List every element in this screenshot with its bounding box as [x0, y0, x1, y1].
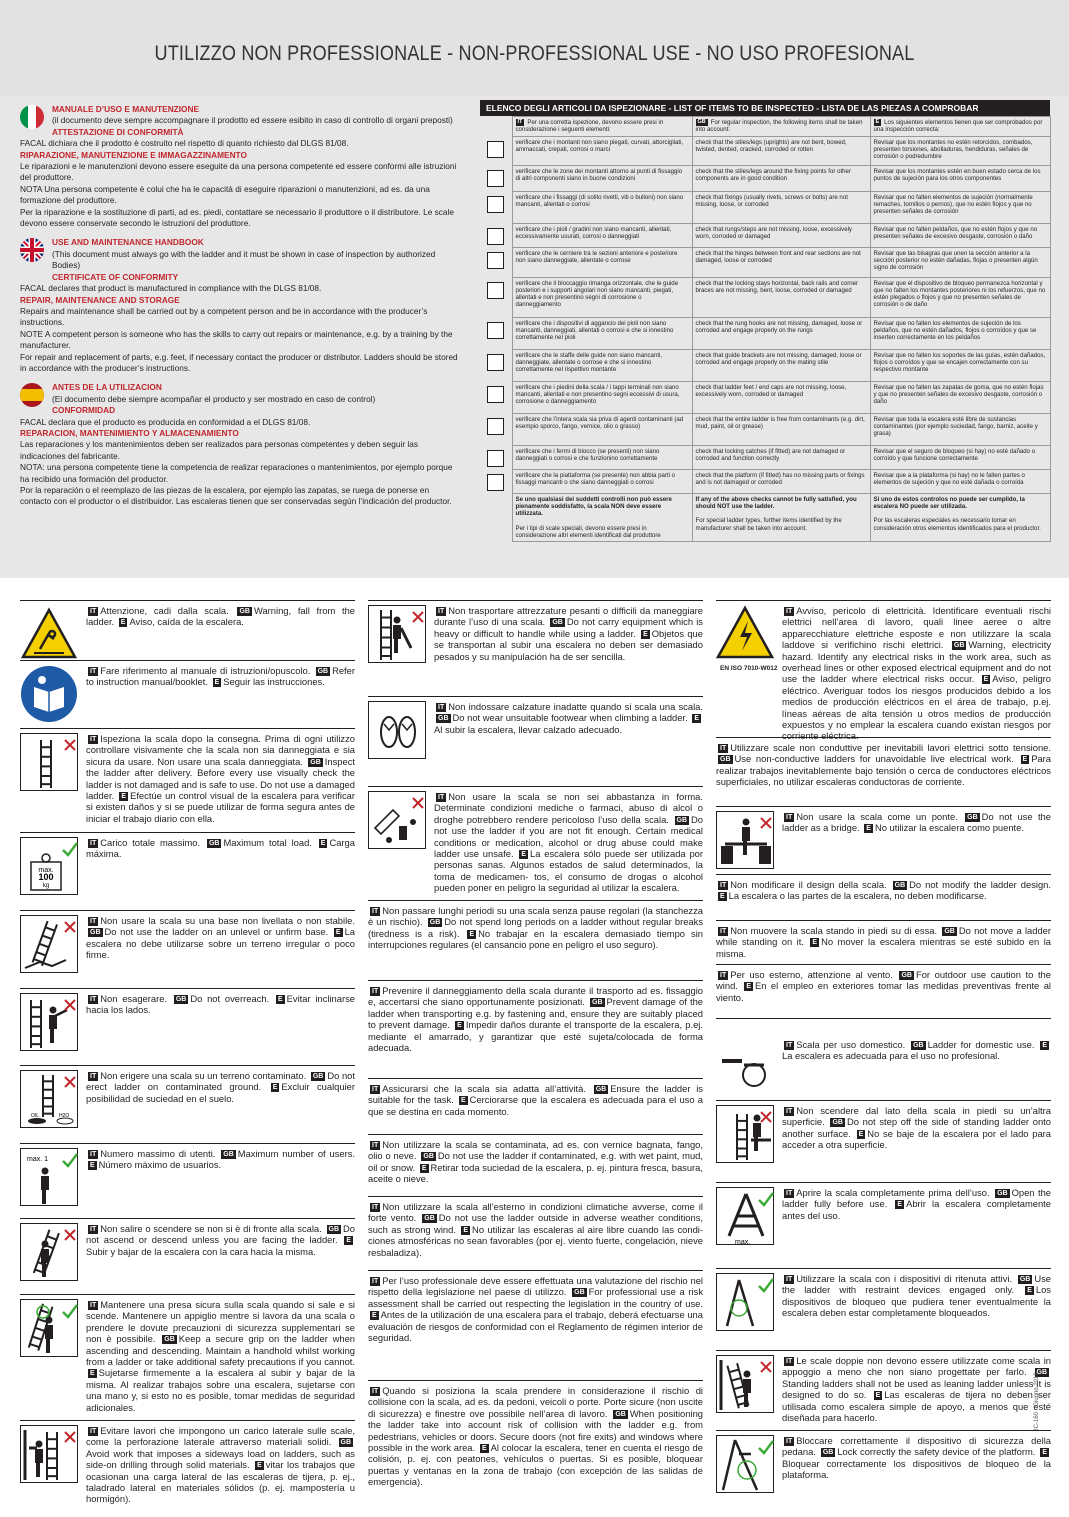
check-gb: check that the entire ladder is free from contaminants (e.g. dirt, mud, paint, oil or grease): [692, 413, 870, 445]
item-text: IT Fare riferimento al manuale di istruzioni/opuscolo. GB Refer to instruction manual/booklet. E Seguir las instrucciones.: [86, 665, 355, 688]
document-code: IC-160 - Giugno 2019: [1034, 1372, 1040, 1430]
pictogram-item: [716, 1430, 1051, 1481]
pictogram-item: [368, 1196, 704, 1258]
text-es: Al colocar la escalera, tener en cuenta el riesgo de colisión, p. ej. con peatones, vehículos o puertas. Si es posible, bloquear puertas y ventanas en la zona de trabajo (con excepción de las salidas de emergencia).: [368, 1442, 703, 1488]
text-it: Non scendere dal lato della scala in piedi su un’altra superficie.: [782, 1105, 1051, 1128]
max-load-icon: [20, 837, 78, 895]
check-gb: check that locking catches (if fitted) are not damaged or corroded and function correctly: [692, 445, 870, 469]
overreach-icon: [20, 993, 78, 1051]
text-es: Excluir cualquier posibilidad de suciedad en el suelo.: [86, 1081, 356, 1104]
repair-text: Le riparazioni e le manutenzioni devono essere eseguite da una persona competente ed essere conformi alle istruzioni del produttore.: [20, 161, 457, 183]
text-it: Fare riferimento al manuale di istruzioni/opuscolo.: [100, 665, 311, 676]
text-it: Non erigere una scala su un terreno contaminato.: [100, 1070, 307, 1081]
pictogram-item: [20, 1143, 356, 1171]
pictogram-item: [20, 1420, 355, 1505]
uk-flag: [20, 238, 44, 262]
pictogram-item: [368, 600, 703, 662]
item-text: IT Non modificare il design della scala. GB Do not modify the ladder design. E La escalera o las partes de la escalera, no deben modificarse.: [720, 879, 1052, 902]
inspection-row: [480, 413, 1050, 445]
text-it: Prevenire il danneggiamento della scala durante il trasporto ad es. fissaggio e, accertarsi che siano opportunamente posizionati.: [368, 985, 703, 1008]
item-text: IT Non usare la scala su una base non livellata o non stabile. GB Do not use the ladder on an unlevel or unfirm base. E La escalera no debe utilizarse sobre un terreno irregular o poco firme.: [86, 915, 356, 961]
inspection-checkbox[interactable]: [487, 170, 504, 187]
text-gb: Do not move a ladder while standing on it.: [716, 925, 1052, 948]
text-it: Evitare lavori che impongono un carico laterale sulle scale, come la perforazione laterale attraverso materiali solidi.: [86, 1425, 355, 1448]
text-es: Abrir la escalera completamente antes del uso.: [782, 1198, 1051, 1221]
text-es: Retirar toda suciedad de la escalera, p. ej. pintura fresca, basura, aceite o nieve.: [368, 1161, 704, 1185]
check-it: verificare che i dispositivi di aggancio dei pioli non siano mancanti, danneggiati, allentati o corrosi e che si innestino correttamente nel pioli: [512, 317, 692, 349]
text-it: Quando si posiziona la scala prendere in considerazione il rischio di collisione con la scala, ad es. da pedoni, veicoli o porte. Porte sicure (non uscite di sicurezza) e finestre ove possibile nell’area di lavoro.: [368, 1385, 703, 1419]
footer-es: Si uno de estos controlos no puede ser cumplido, la escalera NO puede ser utilizada. Por las escaleras especiales es necessario tomar en consideración otros elementos identificados para el productor.: [870, 493, 1050, 542]
item-text: IT Utilizzare scale non conduttive per inevitabili lavori elettrici sotto tensione. GB Use non-conductive ladders for unavoidable live electrical work. E Para realizar trabajos inevitablemente bajo tensión o cerca de conductores eléctricos superficiales, no utilizar escaleras conductoras de corriente.: [716, 742, 1052, 788]
repair-text: Las reparaciones y los mantenimientos deben ser realizados para personas competentes y deben seguir las indicaciones del fabricante.: [20, 439, 419, 461]
inspection-title: ELENCO DEGLI ARTICOLI DA ISPEZIONARE - LIST OF ITEMS TO BE INSPECTED - LISTA DE LAS PIEZAS A COMPROBAR: [480, 100, 1050, 116]
check-es: Revisar que los montantes estén en buen estado cerca de los puntos de sujeción para los otros componentes: [870, 165, 1050, 191]
text-gb: Do not use the ladder as a bridge.: [782, 811, 1051, 834]
pictogram-item: [716, 806, 1051, 834]
check-it: verificare che le cerniere tra le sezioni anteriore e posteriore non siano danneggiate, allentate o corrose: [512, 247, 692, 277]
text-gb: Maximum number of users.: [237, 1148, 356, 1159]
item-text: IT Non esagerare. GB Do not overreach. E Evitar inclinarse hacia los lados.: [86, 993, 356, 1016]
inspection-checkbox[interactable]: [487, 228, 504, 245]
item-text: IT Non indossare calzature inadatte quando si scala una scala. GB Do not wear unsuitable footwear when climbing a ladder. EAl subir la escalera, llevar calzado adecuado.: [434, 701, 703, 735]
item-text: IT Bloccare correttamente il dispositivo di sicurezza della pedana. GB Lock correctly the safety device of the platform. EBloquear correctamente los dispositivos de bloqueo de la plataforma.: [782, 1435, 1051, 1481]
check-it: verificare che i montanti non siano piegati, curvati, attorcigliati, ammaccati, crepati, corrosi o marci: [512, 136, 692, 165]
repair-title: REPARACION, MANTENIMIENTO Y ALMACENAMIENTO: [20, 427, 239, 438]
iso-label: EN ISO 7010-W012: [720, 665, 778, 672]
text-it: Scala per uso domestico.: [796, 1039, 906, 1050]
text-gb: Use non-conductive ladders for unavoidable live electrical work.: [734, 753, 1014, 765]
text-es: Para realizar trabajos inevitablemente bajo tensión o cerca de conductores eléctricos superficiales, no utilizar escaleras conductoras de corriente.: [716, 753, 1052, 788]
text-gb: Ensure the ladder is suitable for the task.: [368, 1083, 703, 1106]
text-es: Antes de la utilización de una escalera para el trabajo, deberá efectuarse una evaluación de riesgos de conformidad con el Reglamento de régimen interior de seguridad.: [368, 1309, 703, 1344]
text-it: Non esagerare.: [100, 993, 168, 1004]
text-es: No trabajar en la escalera demasiado tiempo sin interrupciones regulares (el cansancio pone en peligro el uso seguro).: [368, 927, 703, 951]
text-es: Al subir la escalera, llevar calzado adecuado.: [434, 723, 623, 735]
handbook-text: [20, 104, 460, 508]
text-es: Número máximo de usuarios.: [98, 1159, 222, 1171]
text-it: Non modificare il design della scala.: [730, 879, 887, 890]
item-text: IT Prevenire il danneggiamento della scala durante il trasporto ad es. fissaggio e, accertarsi che siano opportunamente posizionati. GB Prevent damage of the ladder when transporting e.g. by fastening and, ensure they are suitably placed to prevent damage. E Impedir daños durante el transporte de la escalera, p.ej. mediante el amarrado, y garantizar que esté sujeta/colocada de forma adecuada.: [368, 985, 703, 1054]
text-es: Carga máxima.: [86, 837, 355, 860]
inspection-table: [480, 100, 1050, 542]
pictogram-item: [368, 786, 704, 894]
footer-gb: If any of the above checks cannot be fully satisfied, you should NOT use the ladder. For special ladder types, further items identified by the manufacturer shall be taken into account.: [692, 493, 870, 542]
conformity-text: FACAL declares that product is manufactured in compliance with the DLGS 81/08.: [20, 283, 322, 294]
repair-note: NOTE A competent person is someone who has the skills to carry out repairs or maintenance, e.g. by a training by the manufacturer.: [20, 328, 453, 351]
text-es: Las escaleras de tijera no deben ser utilisada como escalera simple de apoyo, a menos que esté diseñada para hacerlo.: [782, 1389, 1052, 1424]
max-users-icon: [20, 1148, 78, 1206]
check-it: verificare che i piedini della scala / i tappi terminali non siano mancanti, allentati e non presentino segni eccessivi di usura, corrosione o danneggiamento: [512, 381, 692, 413]
text-es: Sujetarse firmemente a la escalera al subir y bajar de la misma. Al realizar trabajos sobre una escalera, sujetarse con una mano y, si esto no es posible, tomar medidas de seguridad adicionales.: [86, 1367, 355, 1413]
text-gb: Refer to instruction manual/booklet.: [86, 665, 355, 688]
check-it: verificare che i fissaggi (di solito rivetti, viti o bulloni) non siano mancanti, allentati o corrosi: [512, 191, 692, 223]
pictogram-item: [368, 980, 703, 1054]
text-gb: Inspect the ladder after delivery. Before every use visually check the ladder is not damaged and is safe to use. Do not use a damaged ladder.: [86, 755, 355, 802]
inspection-checkbox[interactable]: [487, 474, 504, 491]
text-gb: Lock correctly the safety device of the platform.: [837, 1446, 1036, 1458]
pictogram-item: [20, 600, 355, 628]
text-it: Attenzione, cadi dalla scala.: [100, 605, 229, 616]
repair-parts: Por la reparación o el reemplazo de las piezas de la escalera, por ejemplo las zapatas, se ruega de ponerse en contacto con el productor o el distribuidor. Las escaleras tienen que ser conservadas según l’indicación del productor.: [20, 485, 452, 507]
inspection-row: [480, 349, 1050, 381]
text-gb: Do not use the ladder outside in adverse weather conditions, such as strong wind.: [368, 1212, 703, 1235]
check-es: Revisar que toda la escalera esté libre de sustancias contaminantes (por ejemplo suciedad, fango, barniz, aceite y grasa): [870, 413, 1050, 445]
item-text: IT Evitare lavori che impongono un carico laterale sulle scale, come la perforazione laterale attraverso materiali solidi. GBAvoid work that imposes a sideways load on ladders, such as side-on drilling through solid materials. E vitar los trabajos que ocasionan una carga lateral de las escaleras de tijera, p. ej., taladrado lateral en materiales sólidos (p. ej. mampostería u hormigón).: [86, 1425, 355, 1505]
section-title: ANTES DE LA UTILIZACION: [52, 382, 162, 393]
spain-flag: [20, 383, 44, 407]
section-note: (This document must always go with the ladder and it must be shown in case of inspection by authorized Bodies): [52, 248, 436, 271]
text-gb: Standing ladders shall not be used as leaning ladder unless it is designed to do so.: [782, 1377, 1051, 1401]
text-it: Non trasportare attrezzature pesanti o difficili da maneggiare durante l’uso di una scala.: [434, 605, 703, 628]
text-it: Per uso esterno, attenzione al vento.: [730, 969, 893, 980]
text-gb: Do not erect ladder on contaminated ground.: [86, 1070, 355, 1093]
svg-text:100: 100: [38, 872, 54, 882]
header-es: E Los siguientes elementos tienen que ser comprobados por una inspección correcta:: [870, 117, 1050, 137]
repair-note: NOTA Una persona competente è colui che ha le capacità di eseguire riparazioni o manutenzioni, ad es. da una formazione del produttore.: [20, 183, 430, 206]
footwear-icon: [368, 701, 426, 759]
text-gb: Do not carry equipment which is heavy or difficult to handle while using a ladder.: [434, 616, 703, 639]
pictogram-item: [716, 737, 1052, 788]
check-it: verificare che le staffe delle guide non siano mancanti, danneggiate, allentate o corrose e che si innestino correttamente nel rispettivo montante: [512, 349, 692, 381]
pictogram-item: [716, 874, 1052, 902]
pictogram-item: [716, 920, 1052, 959]
svg-text:max. 1: max. 1: [27, 1156, 49, 1163]
item-text: IT Avviso, pericolo di elettricità. Identificare eventuali rischi elettrici nell’area di lavoro, quali linee aeree o altre apparecchiature elettriche esposte e non utilizzare la scala laddove si verifichino rischi elettrici. GB Warning, electricity hazard. Identify any electrical risks in the work area, such as overhead lines or other exposed electrical equipment and do not use the ladder where electrical risks occur. E Aviso, peligro eléctrico. Averiguar todos los riesgos producidos debido a los medios de producción eléctricos en el área de trabajo, p.ej. líneas aéreas de alta tensión u otros medios de producción expuestos y no emplear la escalera cuando existan riesgos por corriente eléctrica.: [782, 605, 1052, 742]
text-it: Non usare la scala su una base non livellata o non stabile.: [100, 915, 355, 926]
text-it: Avviso, pericolo di elettricità. Identificare eventuali rischi elettrici nell’area di lavoro, quali linee aeree o altre apparecchiature elettriche esposte e non utilizzare la scala laddove si verifichino rischi elettrici.: [782, 605, 1051, 651]
conformity-title: CONFORMIDAD: [52, 405, 116, 416]
text-es: En el empleo en exteriores tomar las medidas preventivas frente al viento.: [716, 980, 1051, 1003]
text-it: Non usare la scala se non sei abbastanza in forma. Determinate condizioni mediche o farmaci, abuso di alcol o droghe potrebbero rendere pericoloso l’uso della scala.: [434, 791, 703, 825]
section-title: USE AND MAINTENANCE HANDBOOK: [52, 237, 204, 248]
item-text: IT Non trasportare attrezzature pesanti o difficili da maneggiare durante l’uso di una scala. GB Do not carry equipment which is heavy or difficult to handle while using a ladder. E Objetos que se transportan al subir una escalera no deben ser demasiado pesados y su manipulación ha de ser sencilla.: [434, 605, 703, 662]
text-gb: Maximum total load.: [223, 837, 312, 848]
item-text: IT Le scale doppie non devono essere utilizzate come scala in appoggio a meno che non siano progettate per farlo. GBStanding ladders shall not be used as leaning ladder unless it is designed to do so. E Las escaleras de tijera no deben ser utilisada como escalera simple de apoyo, a menos que esté diseñada para hacerlo.: [782, 1355, 1052, 1424]
face-ladder-icon: [20, 1223, 78, 1281]
text-gb: Do not step off the side of standing ladder onto another surface.: [782, 1116, 1052, 1139]
pictogram-item: [368, 1380, 704, 1488]
text-gb: Avoid work that imposes a sideways load on ladders, such as side-on drilling through solid materials.: [86, 1447, 355, 1471]
page-header: [0, 0, 1069, 96]
inspection-row: [480, 445, 1050, 469]
check-it: verificare che il bloccaggio rimanga orizzontale, che le guide posteriori e i supporti angolari non siano mancanti, piegati, allentati e non presentino segni di corrosione o danneggiamento: [512, 277, 692, 317]
text-es: No utilizar la escalera como puente.: [874, 822, 1024, 834]
pictogram-item: [368, 900, 704, 951]
pictogram-grid: [0, 578, 1069, 1517]
repair-text: Repairs and maintenance shall be carried out by a competent person and be in accordance with the producer’s instructions.: [20, 305, 428, 328]
check-es: Revisar que no falten los elementos de sujeción de los peldaños, que no estén dañados, flojos o corroídos y que se inserten correctamente en los peldaños: [870, 317, 1050, 349]
svg-text:max.: max.: [735, 1239, 751, 1246]
check-gb: check that the locking stays horizontal, back rails and corner braces are not missing, bent, loose, corroded or damaged: [692, 277, 870, 317]
inspection-row: [480, 165, 1050, 191]
text-it: Bloccare correttamente il dispositivo di sicurezza della pedana.: [782, 1435, 1051, 1458]
svg-text:OIL: OIL: [31, 1113, 40, 1119]
text-it: Non passare lunghi periodi su una scala senza pause regolari (la stanchezza è un rischio).: [368, 905, 703, 928]
contaminated-ground-icon: [20, 1070, 78, 1128]
item-text: IT Non usare la scala come un ponte. GB Do not use the ladder as a bridge. E No utilizar la escalera como puente.: [782, 811, 1051, 834]
item-text: IT Non utilizzare la scala all’esterno in condizioni climatiche avverse, come il forte vento. GB Do not use the ladder outside in adverse weather conditions, such as strong wind. E No utilizar las escaleras al aire libre cuando las condi- ciones atmosféricas no sean favorables (por ej. viento fuerte, congelación, nieve resbaladiza).: [368, 1201, 704, 1258]
text-gb: Use the ladder with restraint devices engaged only.: [782, 1273, 1051, 1296]
text-gb: Prevent damage of the ladder when transporting e.g. by fastening and, ensure they are suitably placed to prevent damage.: [368, 996, 703, 1031]
repair-parts: Per la riparazione e la sostituzione di parti, ad es. piedi, contattare se necessario il produttore o il distributore. Le scale devono essere conservate secondo le istruzioni del produttore.: [20, 206, 454, 229]
check-es: Revisar que no falten peldaños, que no estén flojos y que no presenten señales de excesivo desgaste, corrosión o daño: [870, 223, 1050, 247]
item-text: IT Non muovere la scala stando in piedi su di essa. GB Do not move a ladder while standing on it. E No mover la escalera mientras se esté subido en la misma.: [716, 925, 1052, 959]
handhold-icon: [20, 1299, 78, 1357]
pictogram-item: [716, 600, 1052, 742]
pictogram-item: [20, 728, 355, 824]
text-it: Le scale doppie non devono essere utilizzate come scala in appoggio a meno che non siano progettate per farlo.: [782, 1355, 1051, 1378]
side-load-icon: [20, 1425, 78, 1483]
text-es: La escalera sólo puede ser utilizada por personas sanas. Algunos estados de salud determinados, la toma de medicamen- tos, el consumo de drogas o alcohol pueden poner en peligro la seguridad al utilizar la escalera.: [434, 848, 704, 894]
text-it: Non utilizzare la scala se contaminata, ad es. con vernice bagnata, fango, olio o neve.: [368, 1139, 703, 1162]
text-es: Evitar inclinarse hacia los lados.: [86, 993, 356, 1016]
inspection-row: [480, 469, 1050, 493]
item-text: IT Non scendere dal lato della scala in piedi su un’altra superficie. GB Do not step off the side of standing ladder onto another surface. E No se baje de la escalera por el lado para acceder a otra superficie.: [782, 1105, 1052, 1151]
inspection-checkbox[interactable]: [487, 196, 504, 213]
inspection-checkbox[interactable]: [487, 141, 504, 158]
text-gb: Ladder for domestic use.: [927, 1039, 1035, 1050]
check-gb: check that rungs/steps are not missing, loose, excessively worn, corroded or damaged: [692, 223, 870, 247]
pictogram-item: [368, 1270, 704, 1344]
pictogram-item: [716, 964, 1051, 1003]
electric-hazard-icon: [716, 605, 774, 663]
handbook-section: [20, 382, 460, 507]
conformity-text: FACAL dichiara che il prodotto è costruito nel rispetto di quanto richiesto dal DLGS 81/08.: [20, 138, 349, 149]
check-gb: check that fixings (usually rivets, screws or bolts) are not missing, loose, or corroded: [692, 191, 870, 223]
text-it: Non muovere la scala stando in piedi su di essa.: [730, 925, 938, 936]
pictogram-item: [716, 1268, 1051, 1319]
side-step-icon: [716, 1105, 774, 1163]
pictogram-item: [20, 1065, 356, 1119]
check-gb: check that the rung hooks are not missing, damaged, loose or corroded and engage properly on the rungs: [692, 317, 870, 349]
heavy-equipment-icon: [368, 605, 426, 663]
domestic-use-icon: [716, 1037, 774, 1095]
text-es: La escalera no debe utilizarse sobre un terreno irregular o poco firme.: [86, 926, 356, 961]
pictogram-item: [716, 1018, 1051, 1062]
text-es: Seguir las instrucciones.: [223, 676, 325, 688]
text-gb: Keep a secure grip on the ladder when ascending and descending. Maintain a handhold whilst working from a ladder or take additional safety precautions if you cannot.: [86, 1333, 356, 1368]
text-it: Carico totale massimo.: [100, 837, 201, 848]
text-it: Mantenere una presa sicura sulla scala quando si sale e si scende. Mantenere un appiglio mentre si lavora da una scala o prendere le dovute precauzioni di sicurezza supplementari se non è possibile.: [86, 1299, 355, 1345]
text-gb: Do not wear unsuitable footwear when climbing a ladder.: [452, 712, 688, 724]
open-fully-icon: [716, 1187, 774, 1245]
text-es: vitar los trabajos que ocasionan una carga lateral de las escaleras de tijera, p. ej., taladrado lateral en materiales sólidos (p. ej. mampostería u hormigón).: [86, 1459, 355, 1505]
pictogram-item: [20, 910, 356, 961]
check-es: Revisar que las bisagras que unen la sección anterior a la sección posterior no estén dañadas, flojas o presenten algún signo de corrosión: [870, 247, 1050, 277]
text-gb: When positioning the ladder take into account risk of collision with the ladder e.g. from pedestrians, vehicles or doors. Secure doors (not fire exits) and windows where possible in the work area.: [368, 1407, 704, 1454]
text-it: Non utilizzare la scala all’esterno in condizioni climatiche avverse, come il forte vento.: [368, 1201, 703, 1224]
repair-title: RIPARAZIONE, MANUTENZIONE E IMMAGAZZINAMENTO: [20, 149, 247, 160]
text-es: Los dispositivos de bloqueo que pudiera tener eventualmente la escalera deben estar completamente bloqueados.: [782, 1284, 1051, 1319]
check-it: verificare che la piattaforma (se presente) non abbia parti o fissaggi mancanti o che siano danneggiati o corrosi: [512, 469, 692, 493]
pictogram-item: [716, 1182, 1051, 1246]
text-it: Per l’uso professionale deve essere effettuata una valutazione del rischio nel rispetto della legislazione nel paese di utilizzo.: [368, 1275, 703, 1298]
item-text: IT Carico totale massimo. GB Maximum total load. E Carga máxima.: [86, 837, 355, 860]
pictogram-item: [20, 1218, 356, 1257]
inspection-row: [480, 247, 1050, 277]
pictogram-item: [368, 1134, 704, 1185]
check-es: Revisar que no falten los soportes de las guías, estén dañados, flojos o corroídos y que se encajen correctamente con su respectivo montante: [870, 349, 1050, 381]
text-es: Cerciorarse que la escalera es adecuada para el uso a que se destina en cada momento.: [368, 1094, 703, 1117]
inspection-checkbox[interactable]: [487, 386, 504, 403]
check-es: Revisar que no falten las zapatas de goma, que no estén flojas y que no presenten señales de excesivo desgaste, corrosión o daño: [870, 381, 1050, 413]
item-text: IT Numero massimo di utenti. GB Maximum number of users. E Número máximo de usuarios.: [90, 1148, 356, 1171]
text-it: Assicurarsi che la scala sia adatta all’attività.: [382, 1083, 586, 1094]
inspection-checkbox[interactable]: [487, 282, 504, 299]
text-gb: Do not overreach.: [190, 993, 270, 1004]
inspection-checkbox[interactable]: [487, 252, 504, 269]
page-title: UTILIZZO NON PROFESSIONALE - NON-PROFESSIONAL USE - NO USO PROFESIONAL: [154, 42, 915, 65]
bridge-icon: [716, 811, 774, 869]
check-es: Revisar que el seguro de bloqueo (si hay) no esté dañado o corroído y que funcione correctamente: [870, 445, 1050, 469]
item-text: IT Aprire la scala completamente prima dell’uso. GB Open the ladder fully before use. E Abrir la escalera completamente antes del uso.: [782, 1187, 1051, 1221]
pictogram-item: [368, 1078, 703, 1117]
medical-condition-icon: [368, 791, 426, 849]
conformity-text: FACAL declara que el producto es producida en conformidad a el DLGS 81/08.: [20, 416, 311, 427]
header-it: IT Per una corretta ispezione, devono essere presi in considerazione i seguenti elementi:: [512, 117, 692, 137]
text-es: No mover la escalera mientras se esté subido en la misma.: [716, 936, 1051, 959]
check-gb: check that the hinges between front and rear sections are not damaged, loose or corroded: [692, 247, 870, 277]
text-es: Impedir daños durante el transporte de la escalera, p.ej. mediante el amarrado, y garantizar que esté sujeta/colocada de forma adecuada.: [368, 1019, 703, 1054]
section-note: (il documento deve sempre accompagnare il prodotto ed essere esibito in caso di controllo di organi preposti): [52, 115, 453, 126]
handbook-section: [20, 104, 460, 229]
info-panel: [0, 96, 1069, 578]
item-text: IT Non utilizzare la scala se contaminata, ad es. con vernice bagnata, fango, olio o neve. GB Do not use the ladder if contaminated, e.g. with wet paint, mud, oil or snow. E Retirar toda suciedad de la escalera, p. ej. pintura fresca, basura, aceite o nieve.: [368, 1139, 704, 1185]
check-es: Revisar que los montantes no estén retorcidos, combados, presenten torsiones, abolladuras, hendiduras, señales de corrosión o podredumbre: [870, 136, 1050, 165]
item-text: IT Non usare la scala se non sei abbastanza in forma. Determinate condizioni mediche o farmaci, abuso di alcol o droghe potrebbero rendere pericoloso l’uso della scala. GB Do not use the ladder if you are not fit enough. Certain medical conditions or medication, alcohol or drug abuse could make ladder use unsafe. E La escalera sólo puede ser utilizada por personas sanas. Algunos estados de salud determinados, la toma de medicamen- tos, el consumo de drogas o alcohol pueden poner en peligro la seguridad al utilizar la escalera.: [434, 791, 704, 894]
text-gb: Do not modify the ladder design.: [909, 879, 1052, 890]
text-it: Non salire o scendere se non si è di fronte alla scala.: [100, 1223, 322, 1234]
section-note: (El documento debe siempre acompañar el producto y ser mostrado en caso de control): [52, 393, 376, 404]
text-gb: Do not spend long periods on a ladder without regular breaks (tiredness is a risk).: [368, 916, 704, 939]
text-gb: Do not use the ladder if contaminated, e.g. with wet paint, mud, oil or snow.: [368, 1150, 704, 1173]
item-text: IT Non erigere una scala su un terreno contaminato. GB Do not erect ladder on contaminated ground. E Excluir cualquier posibilidad de suciedad en el suelo.: [86, 1070, 356, 1104]
leaning-icon: [716, 1355, 774, 1413]
item-text: IT Non salire o scendere se non si è di fronte alla scala. GB Do not ascend or descend unless you are facing the ladder. ESubir y bajar de la escalera con la cara hacia la misma.: [86, 1223, 356, 1257]
text-gb: Do not use the ladder on an unlevel or unfirm base.: [104, 926, 329, 938]
inspection-row: [480, 381, 1050, 413]
check-gb: check that the stiles/legs (uprights) are not bent, bowed, twisted, dented, cracked, corroded or rotten: [692, 136, 870, 165]
item-text: IT Utilizzare la scala con i dispositivi di ritenuta attivi. GB Use the ladder with restraint devices engaged only. E Los dispositivos de bloqueo que pudiera tener eventualmente la escalera deben estar completamente bloqueados.: [782, 1273, 1051, 1319]
text-gb: Do not use the ladder if you are not fit enough. Certain medical conditions or medication, alcohol or drug abuse could make ladder use unsafe.: [434, 813, 703, 860]
pictogram-item: [20, 988, 356, 1016]
handbook-section: [20, 237, 460, 374]
text-it: Non indossare calzature inadatte quando si scala una scala.: [448, 701, 703, 712]
inspect-ladder-icon: [20, 733, 78, 791]
check-it: verificare che le zone dei montanti attorno ai punti di fissaggio di altri componenti siano in buone condizioni: [512, 165, 692, 191]
pictogram-item: [20, 1294, 356, 1413]
inspection-row: [480, 191, 1050, 223]
check-gb: check that the platform (if fitted) has no missing parts or fixings and is not damaged or corroded: [692, 469, 870, 493]
repair-note: NOTA: una persona competente tiene la competencia de realizar reparaciones o mantenimientos, por ejemplo porque ha recibido una formación del productor.: [20, 462, 453, 484]
text-it: Aprire la scala completamente prima dell’uso.: [796, 1187, 990, 1198]
inspection-checkbox[interactable]: [487, 418, 504, 435]
repair-title: REPAIR, MAINTENANCE AND STORAGE: [20, 294, 180, 305]
repair-parts: For repair and replacement of parts, e.g. feet, if necessary contact the producer or distributor. Ladders should be stored in accordance with the producer’s instructions.: [20, 351, 458, 373]
text-es: No se baje de la escalera por el lado para acceder a otra superficie.: [782, 1127, 1051, 1151]
text-it: Numero massimo di utenti.: [100, 1148, 216, 1159]
inspection-grid: [480, 116, 1051, 542]
pictogram-item: [716, 1100, 1052, 1151]
check-gb: check that the stiles/legs around the fixing points for other components are in good condition: [692, 165, 870, 191]
conformity-title: CERTIFICATE OF CONFORMITY: [52, 271, 179, 282]
inspection-checkbox[interactable]: [487, 322, 504, 339]
inspection-row: [480, 223, 1050, 247]
text-es: No utilizar las escaleras al aire libre cuando las condi- ciones atmosféricas no sean favorables (por ej. viento fuerte, congelación, nieve resbaladiza).: [368, 1223, 704, 1258]
text-gb: Warning, fall from the ladder.: [86, 605, 355, 628]
text-es: La escalera o las partes de la escalera, no deben modificarse.: [728, 890, 987, 902]
pictogram-item: [20, 660, 355, 688]
uneven-base-icon: [20, 915, 78, 973]
text-it: Utilizzare scale non conduttive per inevitabili lavori elettrici sotto tensione.: [730, 742, 1051, 753]
conformity-title: ATTESTAZIONE DI CONFORMITÀ: [52, 126, 184, 137]
svg-text:kg: kg: [42, 883, 50, 889]
text-es: Bloquear correctamente los dispositivos de bloqueo de la plataforma.: [782, 1457, 1051, 1481]
text-gb: Open the ladder fully before use.: [782, 1187, 1051, 1210]
text-gb: Do not ascend or descend unless you are facing the ladder.: [86, 1223, 356, 1246]
text-es: La escalera es adecuada para el uso no profesional.: [782, 1050, 1000, 1062]
text-gb: For outdoor use caution to the wind.: [716, 969, 1051, 992]
header-gb: GB For regular inspection, the following items shall be taken into account:: [692, 117, 870, 137]
item-text: IT Assicurarsi che la scala sia adatta all’attività. GB Ensure the ladder is suitable for the task. E Cerciorarse que la escalera es adecuada para el uso a que se destina en cada momento.: [368, 1083, 703, 1117]
inspection-checkbox[interactable]: [487, 354, 504, 371]
max-kg-label: max.: [38, 867, 54, 874]
item-text: IT Per l’uso professionale deve essere effettuata una valutazione del rischio nel rispetto della legislazione nel paese di utilizzo. GB For professional use a risk assessment shall be carried out respecting the legislation in the country of use. E Antes de la utilización de una escalera para el trabajo, deberá efectuarse una evaluación de riesgos de conformidad con el Reglamento de régimen interior de seguridad.: [368, 1275, 704, 1344]
item-text: IT Ispeziona la scala dopo la consegna. Prima di ogni utilizzo controllare visivamente che la scala non sia danneggiata e sia sicura da usare. Non usare una scala danneggiata. GB Inspect the ladder after delivery. Before every use visually check the ladder is not damaged and is safe to use. Do not use a damaged ladder. E Efectúe un control visual de la escalera para verificar si existen daños y si se puede utilizar de forma segura antes de iniciar el trabajo diario con ella.: [86, 733, 355, 824]
italy-flag: [20, 105, 44, 129]
item-text: IT Non passare lunghi periodi su una scala senza pause regolari (la stanchezza è un rischio). GB Do not spend long periods on a ladder without regular breaks (tiredness is a risk). E No trabajar en la escalera demasiado tiempo sin interrupciones regulares (el cansancio pone en peligro el uso seguro).: [368, 905, 704, 951]
text-es: Objetos que se transportan al subir una escalera no deben ser demasiado pesados y su manipulación ha de ser sencilla.: [434, 627, 703, 662]
inspection-row: [480, 136, 1050, 165]
inspection-checkbox[interactable]: [487, 450, 504, 467]
text-es: Aviso, peligro eléctrico. Averiguar todos los riesgos producidos debido a los medios de producción eléctricos en el área de trabajo, p.ej. líneas aéreas de alta tensión u otros medios de producción expuestos y no emplear la escalera cuando existan riesgos por corriente eléctrica.: [782, 673, 1051, 742]
restraint-icon: [716, 1273, 774, 1331]
text-gb: For professional use a risk assessment shall be carried out respecting the legislation in the country of use.: [368, 1286, 704, 1309]
check-es: Revisar que el dispositivo de bloqueo permanezca horizontal y que no falten los montantes posteriores ni los refuerzos, que no estén plegados o flojos y que no presenten señales de corrosión o de daño: [870, 277, 1050, 317]
check-es: Revisar que a la plataforma (si hay) no le falten partes o elementos de sujeción y que no esté dañada o corroída: [870, 469, 1050, 493]
check-gb: check that ladder feet / end caps are not missing, loose, excessively worn, corroded or damaged: [692, 381, 870, 413]
item-text: IT Quando si posiziona la scala prendere in considerazione il rischio di collisione con la scala, ad es. da pedoni, veicoli o porte. Porte sicure (non uscite di sicurezza) e finestre ove possibile nell’area di lavoro. GB When positioning the ladder take into account risk of collision with the ladder e.g. from pedestrians, vehicles or doors. Secure doors (not fire exits) and windows where possible in the work area. E Al colocar la escalera, tener en cuenta el riesgo de colisión, p. ej. con peatones, vehículos o puertas. Si es posible, bloquear puertas y ventanas en la zona de trabajo (con excepción de las salidas de emergencia).: [368, 1385, 704, 1488]
manual-icon: [20, 665, 78, 723]
svg-text:H2O: H2O: [59, 1113, 70, 1119]
text-it: Ispeziona la scala dopo la consegna. Prima di ogni utilizzo controllare visivamente che la scala non sia danneggiata e sia sicura da usare. Non usare una scala danneggiata.: [86, 733, 355, 767]
item-text: IT Per uso esterno, attenzione al vento. GB For outdoor use caution to the wind. E En el empleo en exteriores tomar las medidas preventivas frente al viento.: [716, 969, 1051, 1003]
check-gb: check that guide brackets are not missing, damaged, loose or corroded and engage properly on the mating stile: [692, 349, 870, 381]
check-it: verificare che i pioli / gradini non siano mancanti, allentati, eccessivamente usurati, corrosi o danneggiati: [512, 223, 692, 247]
text-it: Non usare la scala come un ponte.: [796, 811, 958, 822]
check-es: Revisar que no falten elementos de sujeción (normalmente remaches, tornillos o pernos), que no estén flojos y que no presenten señales de corrosión: [870, 191, 1050, 223]
item-text: IT Attenzione, cadi dalla scala. GB Warning, fall from the ladder. E Aviso, caída de la escalera.: [86, 605, 355, 628]
fall-warning-icon: [20, 605, 78, 663]
item-text: IT Scala per uso domestico. GB Ladder for domestic use. ELa escalera es adecuada para el uso no profesional.: [782, 1039, 1048, 1062]
check-it: verificare che i fermi di blocco (se presenti) non siano danneggiati o corrosi e che funzionino correttamente: [512, 445, 692, 469]
text-gb: Warning, electricity hazard. Identify any electrical risks in the work area, such as overhead lines or other exposed electrical equipment and do not use the ladder where electrical risks occur.: [782, 639, 1052, 685]
platform-lock-icon: [716, 1435, 774, 1493]
pictogram-item: [20, 832, 355, 889]
text-es: Aviso, caída de la escalera.: [129, 616, 244, 628]
inspection-row: [480, 317, 1050, 349]
item-text: IT Mantenere una presa sicura sulla scala quando si sale e si scende. Mantenere un appiglio mentre si lavora da una scala o prendere le dovute precauzioni di sicurezza supplementari se non è possibile. GB Keep a secure grip on the ladder when ascending and descending. Maintain a handhold whilst working from a ladder or take additional safety precautions if you cannot. E Sujetarse firmemente a la escalera al subir y bajar de la misma. Al realizar trabajos sobre una escalera, sujetarse con una mano y, si esto no es posible, tomar medidas de seguridad adicionales.: [86, 1299, 356, 1413]
text-es: Subir y bajar de la escalera con la cara hacia la misma.: [86, 1245, 316, 1257]
inspection-row: [480, 277, 1050, 317]
pictogram-item: [368, 696, 703, 735]
section-title: MANUALE D’USO E MANUTENZIONE: [52, 104, 200, 114]
footer-it: Se uno qualsiasi dei suddetti controlli non può essere pienamente soddisfatto, la scala NON deve essere utilizzata. Per i tipi di scale speciali, devono essere presi in considerazione altri elementi identificati dal produttore: [512, 493, 692, 542]
check-it: verificare che l’intera scala sia priva di agenti contaminanti (ad esempio sporco, fango, vernice, olio o grasso): [512, 413, 692, 445]
text-es: Efectúe un control visual de la escalera para verificar si existen daños y si se puede utilizar de forma segura antes de iniciar el trabajo diario con ella.: [86, 790, 355, 824]
text-it: Utilizzare la scala con i dispositivi di ritenuta attivi.: [796, 1273, 1013, 1284]
